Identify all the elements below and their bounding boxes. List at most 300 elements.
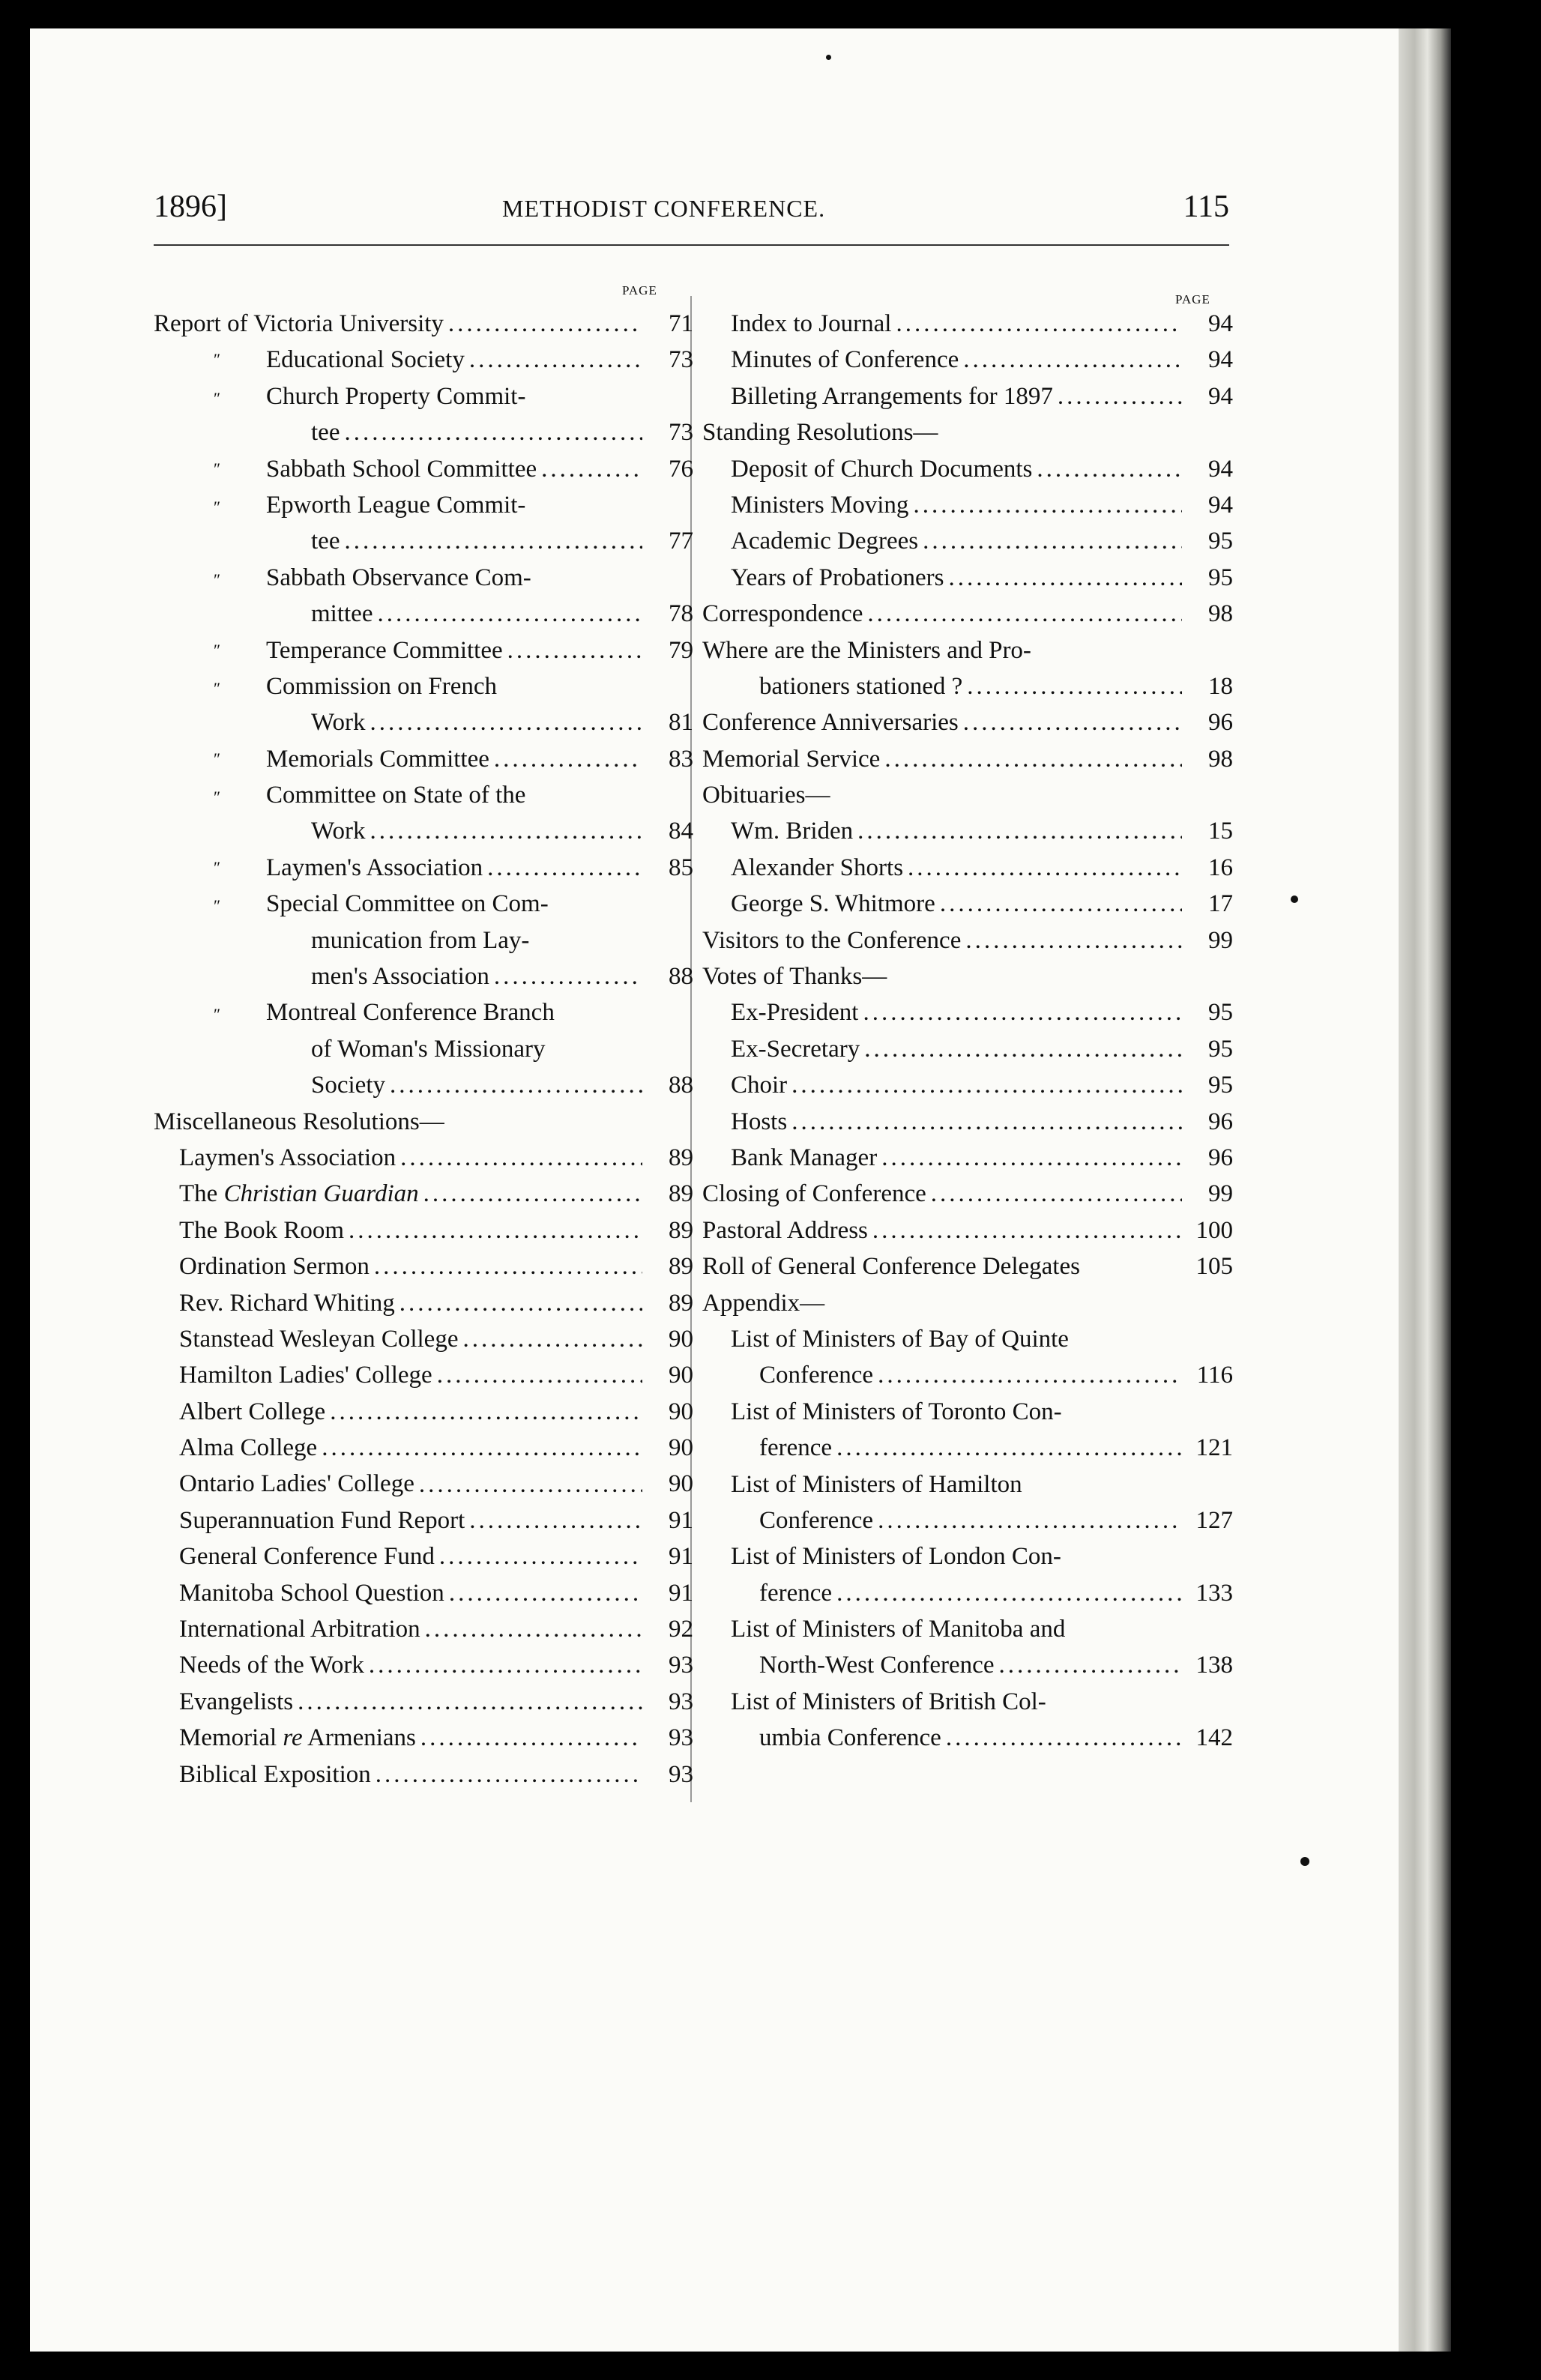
- entry-label: ference: [759, 1434, 833, 1462]
- dot-leader: [935, 886, 1182, 922]
- entry-label: List of Ministers of London Con-: [731, 1543, 1061, 1571]
- index-entry: [154, 704, 693, 740]
- running-header: [154, 189, 1229, 234]
- entry-page-number: 84: [669, 818, 693, 845]
- index-entry: [702, 1720, 1233, 1756]
- index-entry: [702, 1647, 1233, 1683]
- entry-label: Obituaries—: [702, 782, 830, 809]
- index-entry: [702, 1176, 1233, 1212]
- entry-page-number: 71: [669, 309, 693, 337]
- entry-label: Ministers Moving: [731, 491, 909, 519]
- entry-page-number: 90: [669, 1325, 693, 1353]
- index-entry: [702, 451, 1233, 487]
- entry-page-number: 17: [1208, 890, 1233, 918]
- entry-page-number: 73: [669, 419, 693, 447]
- right-page-label: PAGE: [1175, 292, 1210, 306]
- dot-leader: [926, 1176, 1182, 1212]
- index-heading-line: [154, 1104, 693, 1140]
- entry-label: munication from Lay-: [311, 926, 530, 954]
- entry-label: List of Ministers of Toronto Con-: [731, 1398, 1062, 1425]
- index-entry: [154, 1502, 693, 1538]
- entry-page-number: 95: [1208, 1072, 1233, 1099]
- index-entry: [702, 1357, 1233, 1393]
- index-entry: [702, 1502, 1233, 1538]
- dot-leader: [458, 1321, 642, 1357]
- dot-leader: [465, 342, 642, 378]
- entry-page-number: 96: [1208, 1144, 1233, 1171]
- dot-leader: [891, 306, 1182, 342]
- index-entry: [702, 560, 1233, 596]
- entry-page-number: 98: [1208, 745, 1233, 773]
- dot-leader: [366, 704, 643, 740]
- dot-leader: [489, 741, 642, 777]
- dot-leader: [317, 1430, 642, 1466]
- index-entry: [702, 1104, 1233, 1140]
- index-entry: [154, 1212, 693, 1248]
- left-page-label: PAGE: [622, 283, 657, 298]
- ditto-mark: ″: [214, 350, 221, 369]
- entry-label: Conference: [759, 1506, 874, 1534]
- entry-label: General Conference Fund: [179, 1543, 435, 1571]
- entry-label: The Book Room: [179, 1216, 344, 1244]
- index-entry: [154, 1357, 693, 1393]
- entry-label: mittee: [311, 600, 373, 628]
- index-heading-line: [702, 1538, 1233, 1574]
- index-entry: [154, 1067, 693, 1103]
- entry-page-number: 98: [1208, 600, 1233, 628]
- dot-leader: [340, 414, 642, 450]
- index-entry: [154, 523, 693, 559]
- dot-leader: [903, 850, 1182, 886]
- dot-leader: [994, 1647, 1182, 1683]
- index-heading-line: [702, 1394, 1233, 1430]
- entry-label: Index to Journal: [731, 309, 892, 337]
- index-entry: [154, 451, 693, 487]
- entry-label: Minutes of Conference: [731, 346, 959, 374]
- index-heading-line: [702, 958, 1233, 994]
- index-entry: [702, 1140, 1233, 1176]
- dot-leader: [364, 1647, 642, 1683]
- entry-label: Laymen's Association: [266, 854, 483, 881]
- entry-page-number: 15: [1208, 818, 1233, 845]
- entry-label: Where are the Ministers and Pro-: [702, 636, 1031, 664]
- entry-label: North-West Conference: [759, 1652, 995, 1679]
- entry-page-number: 95: [1208, 564, 1233, 591]
- header-title: METHODIST CONFERENCE.: [502, 195, 826, 222]
- entry-page-number: 138: [1195, 1652, 1233, 1679]
- entry-page-number: 16: [1208, 854, 1233, 881]
- entry-page-number: 73: [669, 346, 693, 374]
- index-entry: [702, 596, 1233, 632]
- entry-label: Ex-President: [731, 999, 859, 1027]
- dot-leader: [868, 1212, 1182, 1248]
- index-entry: [154, 342, 693, 378]
- entry-label: ference: [759, 1579, 833, 1607]
- entry-label: Memorial re Armenians: [179, 1724, 416, 1752]
- index-entry: [702, 1248, 1233, 1284]
- index-heading-line: [154, 886, 693, 922]
- index-heading-line: [702, 1684, 1233, 1720]
- entry-label: Academic Degrees: [731, 528, 919, 555]
- header-year: 1896]: [154, 190, 227, 224]
- entry-label: Bank Manager: [731, 1144, 878, 1171]
- entry-page-number: 90: [669, 1398, 693, 1425]
- index-heading-line: [702, 777, 1233, 813]
- ditto-mark: ″: [214, 570, 221, 589]
- dot-leader: [959, 342, 1182, 378]
- entry-page-number: 94: [1208, 309, 1233, 337]
- index-entry: [702, 1575, 1233, 1611]
- index-entry: [702, 813, 1233, 849]
- entry-label: Hamilton Ladies' College: [179, 1362, 432, 1389]
- dot-leader: [941, 1720, 1182, 1756]
- entry-page-number: 83: [669, 745, 693, 773]
- entry-label: International Arbitration: [179, 1616, 420, 1643]
- entry-label: Choir: [731, 1072, 788, 1099]
- ditto-mark: ″: [214, 788, 221, 807]
- header-page-number: 115: [1183, 190, 1229, 224]
- index-entry: [702, 922, 1233, 958]
- entry-page-number: 133: [1195, 1579, 1233, 1607]
- dot-leader: [873, 1357, 1182, 1393]
- entry-label: tee: [311, 419, 340, 447]
- entry-label: tee: [311, 528, 340, 555]
- index-entry: [702, 1212, 1233, 1248]
- index-heading-line: [702, 1285, 1233, 1321]
- dot-leader: [962, 668, 1182, 704]
- dot-leader: [860, 1031, 1182, 1067]
- entry-page-number: 89: [669, 1216, 693, 1244]
- index-entry: [154, 1720, 693, 1756]
- ditto-mark: ″: [214, 1005, 221, 1024]
- index-entry: [154, 1757, 693, 1792]
- page-edge: [1399, 28, 1451, 2352]
- entry-label: Alma College: [179, 1434, 318, 1462]
- entry-page-number: 95: [1208, 528, 1233, 555]
- index-heading-line: [154, 994, 693, 1030]
- index-entry: [702, 378, 1233, 414]
- ink-speck: [826, 55, 831, 60]
- dot-leader: [419, 1176, 642, 1212]
- dot-leader: [880, 741, 1182, 777]
- entry-label: Closing of Conference: [702, 1180, 926, 1208]
- entry-page-number: 94: [1208, 346, 1233, 374]
- entry-label: Conference: [759, 1362, 874, 1389]
- entry-label: Epworth League Commit-: [266, 491, 526, 519]
- dot-leader: [344, 1212, 642, 1248]
- dot-leader: [396, 1140, 642, 1176]
- ink-speck: [1291, 895, 1298, 903]
- index-entry: [154, 813, 693, 849]
- dot-leader: [293, 1684, 642, 1720]
- dot-leader: [371, 1757, 642, 1792]
- index-entry: [702, 342, 1233, 378]
- entry-label: Temperance Committee: [266, 636, 503, 664]
- dot-leader: [435, 1538, 642, 1574]
- index-entry: [702, 306, 1233, 342]
- entry-label: Memorial Service: [702, 745, 881, 773]
- dot-leader: [858, 994, 1182, 1030]
- entry-label: Society: [311, 1072, 385, 1099]
- entry-label: Memorials Committee: [266, 745, 489, 773]
- index-entry: [702, 886, 1233, 922]
- dot-leader: [366, 813, 643, 849]
- dot-leader: [873, 1502, 1182, 1538]
- dot-leader: [959, 704, 1182, 740]
- entry-page-number: 90: [669, 1434, 693, 1462]
- entry-label: Sabbath Observance Com-: [266, 564, 531, 591]
- entry-label: Votes of Thanks—: [702, 963, 887, 991]
- entry-page-number: 95: [1208, 999, 1233, 1027]
- entry-page-number: 91: [669, 1543, 693, 1571]
- ditto-mark: ″: [214, 497, 221, 516]
- index-entry: [154, 306, 693, 342]
- entry-label: umbia Conference: [759, 1724, 941, 1752]
- entry-page-number: 89: [669, 1253, 693, 1281]
- entry-label: Sabbath School Committee: [266, 455, 537, 483]
- entry-page-number: 89: [669, 1144, 693, 1171]
- index-right-column: [702, 306, 1233, 1757]
- dot-leader: [444, 1575, 642, 1611]
- entry-page-number: 93: [669, 1688, 693, 1715]
- index-entry: [702, 850, 1233, 886]
- entry-label: Church Property Commit-: [266, 382, 526, 410]
- dot-leader: [325, 1394, 642, 1430]
- index-entry: [702, 487, 1233, 523]
- index-entry: [154, 1575, 693, 1611]
- index-heading-line: [702, 1321, 1233, 1357]
- ditto-mark: ″: [214, 857, 221, 877]
- index-entry: [702, 994, 1233, 1030]
- dot-leader: [1032, 451, 1182, 487]
- entry-label: Work: [311, 709, 366, 737]
- entry-page-number: 79: [669, 636, 693, 664]
- entry-page-number: 93: [669, 1760, 693, 1788]
- index-entry: [154, 1647, 693, 1683]
- ditto-mark: ″: [214, 896, 221, 916]
- dot-leader: [787, 1104, 1182, 1140]
- entry-page-number: 81: [669, 709, 693, 737]
- entry-page-number: 95: [1208, 1035, 1233, 1063]
- index-entry: [154, 958, 693, 994]
- index-heading-line: [702, 414, 1233, 450]
- index-heading-line: [702, 632, 1233, 668]
- entry-page-number: 78: [669, 600, 693, 628]
- entry-label: List of Ministers of British Col-: [731, 1688, 1046, 1715]
- dot-leader: [483, 850, 642, 886]
- dot-leader: [432, 1357, 642, 1393]
- dot-leader: [1053, 378, 1182, 414]
- index-heading-line: [702, 1611, 1233, 1647]
- entry-page-number: 93: [669, 1724, 693, 1752]
- entry-label: Work: [311, 818, 366, 845]
- entry-page-number: 100: [1195, 1216, 1233, 1244]
- entry-label: List of Ministers of Bay of Quinte: [731, 1325, 1069, 1353]
- dot-leader: [537, 451, 642, 487]
- entry-page-number: 91: [669, 1579, 693, 1607]
- index-entry: [702, 1430, 1233, 1466]
- index-entry: [154, 1467, 693, 1502]
- dot-leader: [373, 596, 642, 632]
- dot-leader: [787, 1067, 1182, 1103]
- entry-label: Needs of the Work: [179, 1652, 364, 1679]
- entry-label: List of Ministers of Manitoba and: [731, 1616, 1066, 1643]
- entry-page-number: 88: [669, 963, 693, 991]
- entry-page-number: 77: [669, 528, 693, 555]
- index-entry: [702, 523, 1233, 559]
- entry-page-number: 94: [1208, 455, 1233, 483]
- index-entry: [154, 632, 693, 668]
- index-heading-line: [154, 487, 693, 523]
- entry-label: Rev. Richard Whiting: [179, 1289, 395, 1317]
- entry-page-number: 90: [669, 1362, 693, 1389]
- entry-page-number: 92: [669, 1616, 693, 1643]
- entry-label: of Woman's Missionary: [311, 1035, 546, 1063]
- entry-label: Wm. Briden: [731, 818, 854, 845]
- index-entry: [154, 1176, 693, 1212]
- dot-leader: [832, 1575, 1182, 1611]
- entry-label: men's Association: [311, 963, 489, 991]
- entry-label: Alexander Shorts: [731, 854, 904, 881]
- dot-leader: [385, 1067, 642, 1103]
- entry-page-number: 18: [1208, 672, 1233, 700]
- entry-label: Committee on State of the: [266, 782, 526, 809]
- dot-leader: [420, 1611, 642, 1647]
- index-entry: [702, 704, 1233, 740]
- index-entry: [702, 668, 1233, 704]
- entry-page-number: 127: [1195, 1506, 1233, 1534]
- dot-leader: [340, 523, 642, 559]
- index-entry: [154, 1285, 693, 1321]
- index-entry: [154, 1430, 693, 1466]
- entry-label: The Christian Guardian: [179, 1180, 419, 1208]
- entry-page-number: 93: [669, 1652, 693, 1679]
- index-entry: [702, 741, 1233, 777]
- entry-page-number: 99: [1208, 926, 1233, 954]
- index-entry: [154, 1684, 693, 1720]
- entry-page-number: 90: [669, 1470, 693, 1498]
- entry-label: Montreal Conference Branch: [266, 999, 555, 1027]
- entry-label: Stanstead Wesleyan College: [179, 1325, 459, 1353]
- ditto-mark: ″: [214, 388, 221, 408]
- entry-page-number: 96: [1208, 1108, 1233, 1135]
- dot-leader: [944, 560, 1182, 596]
- entry-page-number: 96: [1208, 709, 1233, 737]
- index-entry: [154, 850, 693, 886]
- entry-label: Correspondence: [702, 600, 863, 628]
- entry-label: Pastoral Address: [702, 1216, 868, 1244]
- entry-page-number: 76: [669, 455, 693, 483]
- dot-leader: [414, 1467, 642, 1502]
- entry-page-number: 94: [1208, 382, 1233, 410]
- index-entry: [154, 414, 693, 450]
- entry-label: Hosts: [731, 1108, 788, 1135]
- index-entry: [154, 1394, 693, 1430]
- entry-label: Ordination Sermon: [179, 1253, 370, 1281]
- index-entry: [702, 1067, 1233, 1103]
- ditto-mark: ″: [214, 678, 221, 698]
- dot-leader: [853, 813, 1182, 849]
- index-entry: [154, 596, 693, 632]
- dot-leader: [465, 1502, 642, 1538]
- entry-label: Deposit of Church Documents: [731, 455, 1033, 483]
- index-entry: [154, 1248, 693, 1284]
- dot-leader: [370, 1248, 642, 1284]
- entry-page-number: 85: [669, 854, 693, 881]
- index-left-column: [154, 306, 693, 1792]
- dot-leader: [877, 1140, 1182, 1176]
- entry-page-number: 91: [669, 1506, 693, 1534]
- entry-page-number: 88: [669, 1072, 693, 1099]
- dot-leader: [961, 922, 1182, 958]
- index-heading-line: [702, 1467, 1233, 1502]
- dot-leader: [395, 1285, 642, 1321]
- index-entry: [154, 1321, 693, 1357]
- entry-label: Conference Anniversaries: [702, 709, 959, 737]
- ink-speck: [1300, 1857, 1309, 1866]
- entry-page-number: 121: [1195, 1434, 1233, 1462]
- entry-label: George S. Whitmore: [731, 890, 935, 918]
- entry-label: Biblical Exposition: [179, 1760, 371, 1788]
- entry-label: Report of Victoria University: [154, 309, 444, 337]
- entry-label: Special Committee on Com-: [266, 890, 549, 918]
- dot-leader: [908, 487, 1182, 523]
- entry-label: Standing Resolutions—: [702, 419, 938, 447]
- entry-label: Ex-Secretary: [731, 1035, 860, 1063]
- dot-leader: [444, 306, 642, 342]
- entry-label: Visitors to the Conference: [702, 926, 962, 954]
- index-entry: [154, 1140, 693, 1176]
- index-heading-line: [154, 922, 693, 958]
- ditto-mark: ″: [214, 749, 221, 768]
- entry-label: Miscellaneous Resolutions—: [154, 1108, 444, 1135]
- index-entry: [154, 1611, 693, 1647]
- ditto-mark: ″: [214, 459, 221, 478]
- index-entry: [154, 1538, 693, 1574]
- entry-label: bationers stationed ?: [759, 672, 963, 700]
- dot-leader: [503, 632, 642, 668]
- entry-label: Superannuation Fund Report: [179, 1506, 465, 1534]
- index-entry: [702, 1031, 1233, 1067]
- entry-label: Manitoba School Question: [179, 1579, 444, 1607]
- entry-label: Educational Society: [266, 346, 465, 374]
- header-rule: [154, 244, 1229, 246]
- index-heading-line: [154, 378, 693, 414]
- entry-page-number: 94: [1208, 491, 1233, 519]
- entry-label: Laymen's Association: [179, 1144, 396, 1171]
- entry-label: Commission on French: [266, 672, 498, 700]
- entry-page-number: 89: [669, 1180, 693, 1208]
- entry-page-number: 89: [669, 1289, 693, 1317]
- entry-label: Roll of General Conference Delegates: [702, 1253, 1080, 1281]
- entry-label: Evangelists: [179, 1688, 294, 1715]
- dot-leader: [489, 958, 642, 994]
- dot-leader: [863, 596, 1182, 632]
- index-heading-line: [154, 777, 693, 813]
- ditto-mark: ″: [214, 640, 221, 659]
- entry-page-number: 142: [1195, 1724, 1233, 1752]
- index-heading-line: [154, 668, 693, 704]
- entry-label: Billeting Arrangements for 1897: [731, 382, 1053, 410]
- dot-leader: [918, 523, 1182, 559]
- index-entry: [154, 741, 693, 777]
- entry-label: Ontario Ladies' College: [179, 1470, 414, 1498]
- dot-leader: [832, 1430, 1182, 1466]
- index-heading-line: [154, 1031, 693, 1067]
- entry-label: Appendix—: [702, 1289, 825, 1317]
- entry-label: Years of Probationers: [731, 564, 944, 591]
- entry-page-number: 105: [1195, 1253, 1233, 1281]
